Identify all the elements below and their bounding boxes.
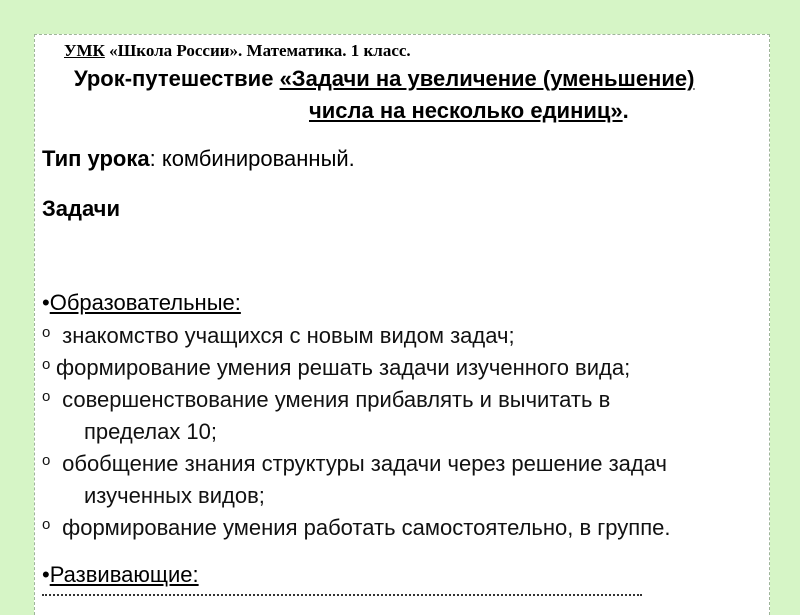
lesson-type	[42, 146, 355, 172]
item-text: знакомство учащихся с новым видом задач;	[56, 323, 515, 348]
item-text: формирование умения работать самостоятельно, в группе.	[56, 515, 671, 540]
bullet: •	[42, 562, 50, 587]
item-text: обобщение знания структуры задачи через решение задач	[56, 451, 667, 476]
lesson-type-value: : комбинированный.	[149, 146, 355, 171]
lesson-title-part1: «Задачи на увеличение (уменьшение)	[279, 66, 695, 91]
bullet: •	[42, 290, 50, 315]
educational-label: Образовательные:	[49, 290, 241, 315]
list-item	[42, 387, 610, 413]
lesson-title-part2: числа на несколько единиц»	[309, 98, 623, 123]
circle-marker-icon: o	[42, 324, 51, 341]
list-item	[42, 515, 670, 541]
tasks-heading: Задачи	[42, 196, 120, 221]
circle-marker-icon: o	[42, 516, 51, 533]
item-text: формирование умения решать задачи изученного вида;	[56, 355, 631, 380]
circle-marker-icon: o	[42, 452, 51, 469]
educational-section	[42, 290, 241, 316]
lesson-title-end: .	[622, 98, 629, 123]
list-item-continuation: изученных видов;	[84, 483, 265, 508]
umk-header	[64, 41, 411, 61]
item-text: совершенствование умения прибавлять и вычитать в	[56, 387, 611, 412]
school-label: «Школа России». Математика. 1 класс.	[109, 41, 411, 60]
developing-label: Развивающие:	[49, 562, 199, 587]
list-item	[42, 323, 515, 349]
circle-marker-icon: o	[42, 356, 51, 373]
list-item-continuation: пределах 10;	[84, 419, 218, 444]
cut-off-text-fragment	[42, 594, 642, 600]
lesson-prefix: Урок-путешествие	[74, 66, 280, 91]
list-item	[42, 451, 667, 477]
list-item	[42, 355, 630, 381]
umk-label: УМК	[64, 41, 105, 60]
circle-marker-icon: o	[42, 388, 51, 405]
developing-section	[42, 562, 199, 588]
lesson-type-label: Тип урока	[42, 146, 150, 171]
lesson-title-line1	[74, 66, 694, 92]
lesson-title-line2	[309, 98, 629, 124]
